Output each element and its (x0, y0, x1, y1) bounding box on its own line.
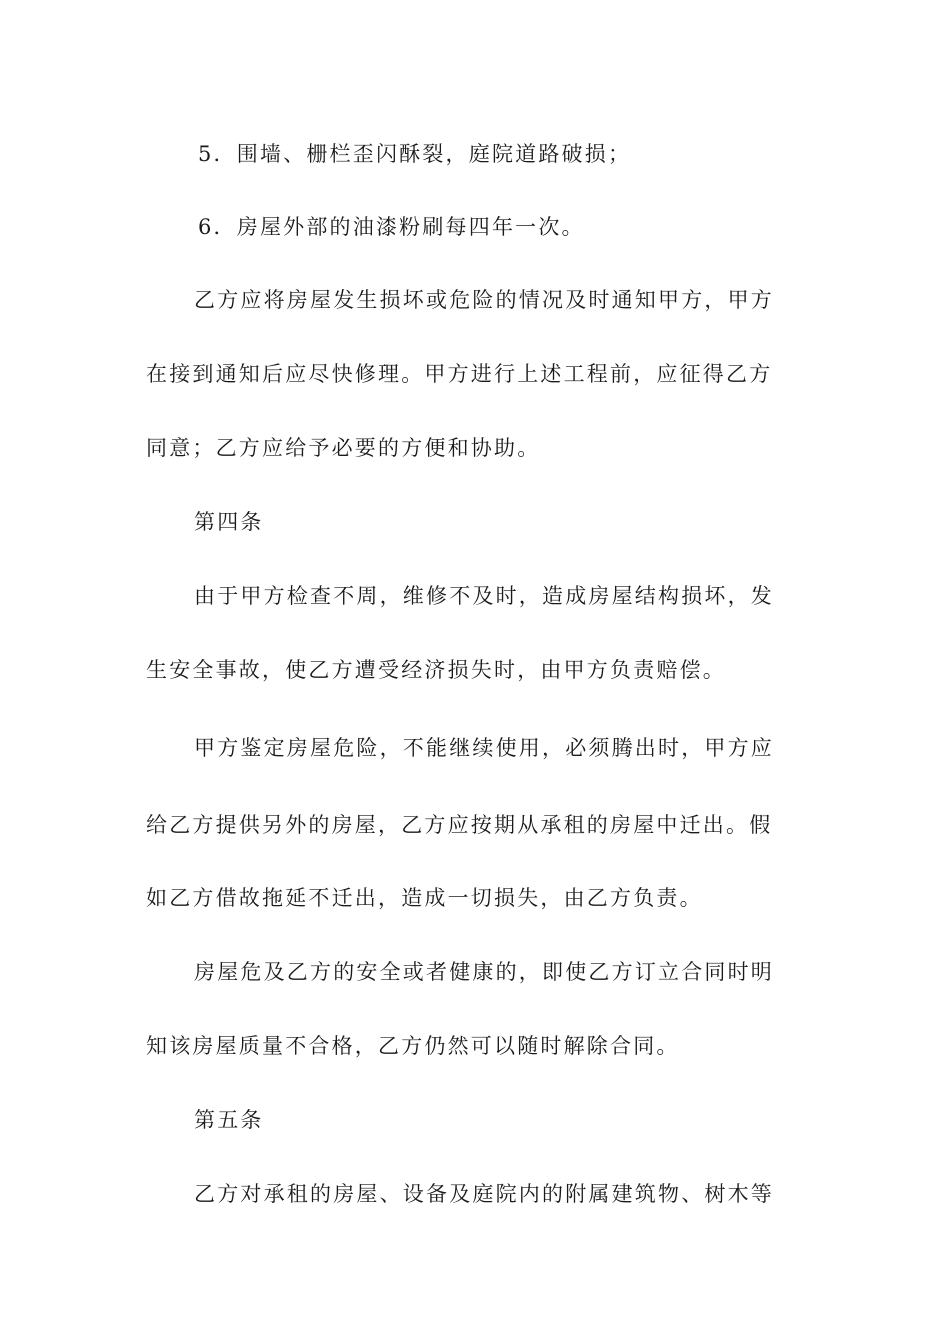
list-item-6: 6．房屋外部的油漆粉刷每四年一次。 (198, 215, 585, 239)
paragraph-line: 乙方对承租的房屋、设备及庭院内的附属建筑物、树木等 (194, 1182, 774, 1206)
paragraph-line: 乙方应将房屋发生损坏或危险的情况及时通知甲方，甲方 (194, 288, 774, 312)
article-heading-5: 第五条 (194, 1108, 264, 1132)
paragraph-line: 由于甲方检查不周，维修不及时，造成房屋结构损坏，发 (194, 584, 774, 608)
paragraph-line: 知该房屋质量不合格，乙方仍然可以随时解除合同。 (146, 1034, 680, 1058)
list-item-5: 5．围墙、栅栏歪闪酥裂，庭院道路破损； (198, 142, 632, 166)
paragraph-line: 生安全事故，使乙方遭受经济损失时，由甲方负责赔偿。 (146, 658, 726, 682)
paragraph-line: 房屋危及乙方的安全或者健康的，即使乙方订立合同时明 (194, 960, 774, 984)
paragraph-line: 同意；乙方应给予必要的方便和协助。 (146, 436, 541, 460)
paragraph-line: 甲方鉴定房屋危险，不能继续使用，必须腾出时，甲方应 (194, 736, 774, 760)
paragraph-line: 如乙方借故拖延不迁出，造成一切损失，由乙方负责。 (146, 886, 703, 910)
paragraph-line: 给乙方提供另外的房屋，乙方应按期从承租的房屋中迁出。假 (146, 813, 773, 837)
article-heading-4: 第四条 (194, 510, 264, 534)
paragraph-line: 在接到通知后应尽快修理。甲方进行上述工程前，应征得乙方 (146, 362, 773, 386)
